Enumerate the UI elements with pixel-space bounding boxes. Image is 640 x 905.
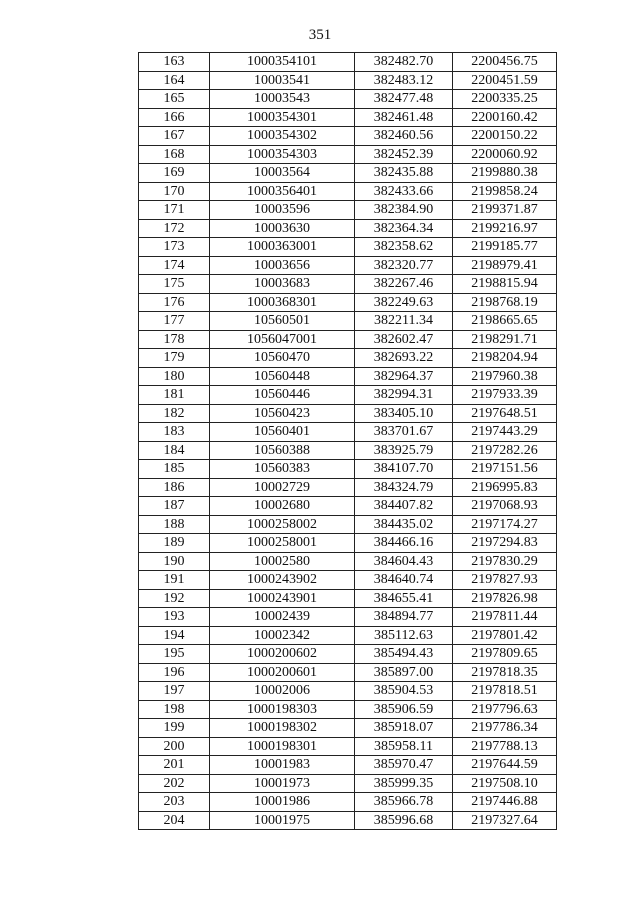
y-coordinate-cell: 2198291.71 [453, 330, 557, 349]
row-number-cell: 183 [139, 423, 210, 442]
point-id-cell: 10002580 [210, 552, 355, 571]
y-coordinate-cell: 2200456.75 [453, 53, 557, 72]
table-row [139, 71, 557, 90]
y-coordinate-cell: 2197327.64 [453, 811, 557, 830]
table-body [139, 53, 557, 830]
row-number-cell: 187 [139, 497, 210, 516]
row-number-cell: 173 [139, 238, 210, 257]
y-coordinate-cell: 2200060.92 [453, 145, 557, 164]
row-number-cell: 168 [139, 145, 210, 164]
y-coordinate-cell: 2198768.19 [453, 293, 557, 312]
x-coordinate-cell: 385996.68 [355, 811, 453, 830]
y-coordinate-cell: 2197796.63 [453, 700, 557, 719]
table-row [139, 441, 557, 460]
y-coordinate-cell: 2198815.94 [453, 275, 557, 294]
y-coordinate-cell: 2197801.42 [453, 626, 557, 645]
table-row [139, 127, 557, 146]
table-row [139, 552, 557, 571]
point-id-cell: 10003564 [210, 164, 355, 183]
row-number-cell: 188 [139, 515, 210, 534]
table-row [139, 201, 557, 220]
x-coordinate-cell: 385966.78 [355, 793, 453, 812]
row-number-cell: 190 [139, 552, 210, 571]
y-coordinate-cell: 2197811.44 [453, 608, 557, 627]
table-row [139, 534, 557, 553]
x-coordinate-cell: 384640.74 [355, 571, 453, 590]
table-row [139, 774, 557, 793]
table-row [139, 238, 557, 257]
table-row [139, 145, 557, 164]
point-id-cell: 10003683 [210, 275, 355, 294]
row-number-cell: 189 [139, 534, 210, 553]
table-row [139, 478, 557, 497]
point-id-cell: 10001973 [210, 774, 355, 793]
y-coordinate-cell: 2197446.88 [453, 793, 557, 812]
x-coordinate-cell: 382320.77 [355, 256, 453, 275]
row-number-cell: 197 [139, 682, 210, 701]
row-number-cell: 169 [139, 164, 210, 183]
point-id-cell: 10002006 [210, 682, 355, 701]
x-coordinate-cell: 382482.70 [355, 53, 453, 72]
table-row [139, 330, 557, 349]
point-id-cell: 1000243902 [210, 571, 355, 590]
table-row [139, 589, 557, 608]
x-coordinate-cell: 384466.16 [355, 534, 453, 553]
y-coordinate-cell: 2197068.93 [453, 497, 557, 516]
y-coordinate-cell: 2197818.51 [453, 682, 557, 701]
point-id-cell: 10002729 [210, 478, 355, 497]
x-coordinate-cell: 384435.02 [355, 515, 453, 534]
x-coordinate-cell: 385918.07 [355, 719, 453, 738]
y-coordinate-cell: 2197282.26 [453, 441, 557, 460]
y-coordinate-cell: 2197294.83 [453, 534, 557, 553]
table-row [139, 737, 557, 756]
page-number: 351 [308, 27, 332, 43]
row-number-cell: 194 [139, 626, 210, 645]
point-id-cell: 10003630 [210, 219, 355, 238]
row-number-cell: 195 [139, 645, 210, 664]
y-coordinate-cell: 2197151.56 [453, 460, 557, 479]
table-row [139, 719, 557, 738]
y-coordinate-cell: 2199371.87 [453, 201, 557, 220]
point-id-cell: 1000198302 [210, 719, 355, 738]
point-id-cell: 10001975 [210, 811, 355, 830]
x-coordinate-cell: 383405.10 [355, 404, 453, 423]
y-coordinate-cell: 2197788.13 [453, 737, 557, 756]
table-row [139, 386, 557, 405]
y-coordinate-cell: 2200451.59 [453, 71, 557, 90]
point-id-cell: 1000354301 [210, 108, 355, 127]
point-id-cell: 10003543 [210, 90, 355, 109]
row-number-cell: 204 [139, 811, 210, 830]
row-number-cell: 181 [139, 386, 210, 405]
point-id-cell: 10560470 [210, 349, 355, 368]
table-row [139, 626, 557, 645]
x-coordinate-cell: 382267.46 [355, 275, 453, 294]
row-number-cell: 166 [139, 108, 210, 127]
x-coordinate-cell: 382483.12 [355, 71, 453, 90]
y-coordinate-cell: 2197644.59 [453, 756, 557, 775]
y-coordinate-cell: 2197960.38 [453, 367, 557, 386]
x-coordinate-cell: 382211.34 [355, 312, 453, 331]
x-coordinate-cell: 385970.47 [355, 756, 453, 775]
table-row [139, 663, 557, 682]
row-number-cell: 182 [139, 404, 210, 423]
table-row [139, 793, 557, 812]
table-row [139, 497, 557, 516]
table-row [139, 275, 557, 294]
y-coordinate-cell: 2197809.65 [453, 645, 557, 664]
table-row [139, 571, 557, 590]
y-coordinate-cell: 2198665.65 [453, 312, 557, 331]
table-row [139, 811, 557, 830]
y-coordinate-cell: 2196995.83 [453, 478, 557, 497]
y-coordinate-cell: 2197818.35 [453, 663, 557, 682]
x-coordinate-cell: 385897.00 [355, 663, 453, 682]
y-coordinate-cell: 2197786.34 [453, 719, 557, 738]
coordinates-table [138, 52, 557, 830]
point-id-cell: 10560501 [210, 312, 355, 331]
y-coordinate-cell: 2200335.25 [453, 90, 557, 109]
point-id-cell: 1000198303 [210, 700, 355, 719]
x-coordinate-cell: 385904.53 [355, 682, 453, 701]
table-row [139, 219, 557, 238]
point-id-cell: 1000258001 [210, 534, 355, 553]
x-coordinate-cell: 385112.63 [355, 626, 453, 645]
row-number-cell: 192 [139, 589, 210, 608]
row-number-cell: 165 [139, 90, 210, 109]
x-coordinate-cell: 384407.82 [355, 497, 453, 516]
x-coordinate-cell: 382461.48 [355, 108, 453, 127]
y-coordinate-cell: 2199858.24 [453, 182, 557, 201]
row-number-cell: 167 [139, 127, 210, 146]
table-row [139, 293, 557, 312]
point-id-cell: 10003541 [210, 71, 355, 90]
row-number-cell: 202 [139, 774, 210, 793]
y-coordinate-cell: 2197933.39 [453, 386, 557, 405]
row-number-cell: 176 [139, 293, 210, 312]
point-id-cell: 10003656 [210, 256, 355, 275]
y-coordinate-cell: 2200150.22 [453, 127, 557, 146]
y-coordinate-cell: 2197648.51 [453, 404, 557, 423]
point-id-cell: 10001983 [210, 756, 355, 775]
y-coordinate-cell: 2199880.38 [453, 164, 557, 183]
x-coordinate-cell: 382433.66 [355, 182, 453, 201]
row-number-cell: 175 [139, 275, 210, 294]
y-coordinate-cell: 2197826.98 [453, 589, 557, 608]
row-number-cell: 201 [139, 756, 210, 775]
row-number-cell: 186 [139, 478, 210, 497]
point-id-cell: 1056047001 [210, 330, 355, 349]
y-coordinate-cell: 2197827.93 [453, 571, 557, 590]
point-id-cell: 1000258002 [210, 515, 355, 534]
x-coordinate-cell: 385494.43 [355, 645, 453, 664]
x-coordinate-cell: 382435.88 [355, 164, 453, 183]
table-row [139, 423, 557, 442]
y-coordinate-cell: 2197508.10 [453, 774, 557, 793]
x-coordinate-cell: 382460.56 [355, 127, 453, 146]
row-number-cell: 199 [139, 719, 210, 738]
y-coordinate-cell: 2199185.77 [453, 238, 557, 257]
point-id-cell: 10002439 [210, 608, 355, 627]
x-coordinate-cell: 384655.41 [355, 589, 453, 608]
table-row [139, 367, 557, 386]
row-number-cell: 170 [139, 182, 210, 201]
table-row [139, 53, 557, 72]
table-row [139, 645, 557, 664]
y-coordinate-cell: 2200160.42 [453, 108, 557, 127]
row-number-cell: 174 [139, 256, 210, 275]
point-id-cell: 1000354101 [210, 53, 355, 72]
point-id-cell: 1000354303 [210, 145, 355, 164]
x-coordinate-cell: 383925.79 [355, 441, 453, 460]
y-coordinate-cell: 2198979.41 [453, 256, 557, 275]
row-number-cell: 198 [139, 700, 210, 719]
y-coordinate-cell: 2197830.29 [453, 552, 557, 571]
point-id-cell: 1000243901 [210, 589, 355, 608]
point-id-cell: 10002680 [210, 497, 355, 516]
table-row [139, 312, 557, 331]
point-id-cell: 1000368301 [210, 293, 355, 312]
row-number-cell: 172 [139, 219, 210, 238]
row-number-cell: 185 [139, 460, 210, 479]
table-row [139, 90, 557, 109]
table-row [139, 256, 557, 275]
row-number-cell: 193 [139, 608, 210, 627]
row-number-cell: 171 [139, 201, 210, 220]
point-id-cell: 1000356401 [210, 182, 355, 201]
point-id-cell: 10560446 [210, 386, 355, 405]
table-row [139, 108, 557, 127]
table-row [139, 404, 557, 423]
point-id-cell: 10001986 [210, 793, 355, 812]
point-id-cell: 1000363001 [210, 238, 355, 257]
point-id-cell: 1000200602 [210, 645, 355, 664]
table-row [139, 515, 557, 534]
x-coordinate-cell: 382693.22 [355, 349, 453, 368]
point-id-cell: 1000200601 [210, 663, 355, 682]
x-coordinate-cell: 384604.43 [355, 552, 453, 571]
y-coordinate-cell: 2197174.27 [453, 515, 557, 534]
x-coordinate-cell: 382964.37 [355, 367, 453, 386]
point-id-cell: 1000354302 [210, 127, 355, 146]
table-row [139, 182, 557, 201]
row-number-cell: 191 [139, 571, 210, 590]
x-coordinate-cell: 384894.77 [355, 608, 453, 627]
row-number-cell: 180 [139, 367, 210, 386]
x-coordinate-cell: 385958.11 [355, 737, 453, 756]
y-coordinate-cell: 2197443.29 [453, 423, 557, 442]
x-coordinate-cell: 382249.63 [355, 293, 453, 312]
x-coordinate-cell: 384107.70 [355, 460, 453, 479]
row-number-cell: 177 [139, 312, 210, 331]
point-id-cell: 1000198301 [210, 737, 355, 756]
point-id-cell: 10560388 [210, 441, 355, 460]
row-number-cell: 184 [139, 441, 210, 460]
table-row [139, 608, 557, 627]
x-coordinate-cell: 382994.31 [355, 386, 453, 405]
x-coordinate-cell: 382384.90 [355, 201, 453, 220]
table-row [139, 349, 557, 368]
table-row [139, 700, 557, 719]
x-coordinate-cell: 385999.35 [355, 774, 453, 793]
point-id-cell: 10560423 [210, 404, 355, 423]
point-id-cell: 10560401 [210, 423, 355, 442]
table-row [139, 756, 557, 775]
x-coordinate-cell: 385906.59 [355, 700, 453, 719]
point-id-cell: 10560383 [210, 460, 355, 479]
x-coordinate-cell: 382364.34 [355, 219, 453, 238]
x-coordinate-cell: 384324.79 [355, 478, 453, 497]
point-id-cell: 10560448 [210, 367, 355, 386]
table-row [139, 682, 557, 701]
x-coordinate-cell: 382452.39 [355, 145, 453, 164]
x-coordinate-cell: 383701.67 [355, 423, 453, 442]
row-number-cell: 203 [139, 793, 210, 812]
y-coordinate-cell: 2198204.94 [453, 349, 557, 368]
point-id-cell: 10003596 [210, 201, 355, 220]
x-coordinate-cell: 382602.47 [355, 330, 453, 349]
x-coordinate-cell: 382358.62 [355, 238, 453, 257]
row-number-cell: 196 [139, 663, 210, 682]
row-number-cell: 163 [139, 53, 210, 72]
table-row [139, 164, 557, 183]
x-coordinate-cell: 382477.48 [355, 90, 453, 109]
row-number-cell: 164 [139, 71, 210, 90]
row-number-cell: 200 [139, 737, 210, 756]
y-coordinate-cell: 2199216.97 [453, 219, 557, 238]
row-number-cell: 179 [139, 349, 210, 368]
table-row [139, 460, 557, 479]
point-id-cell: 10002342 [210, 626, 355, 645]
row-number-cell: 178 [139, 330, 210, 349]
